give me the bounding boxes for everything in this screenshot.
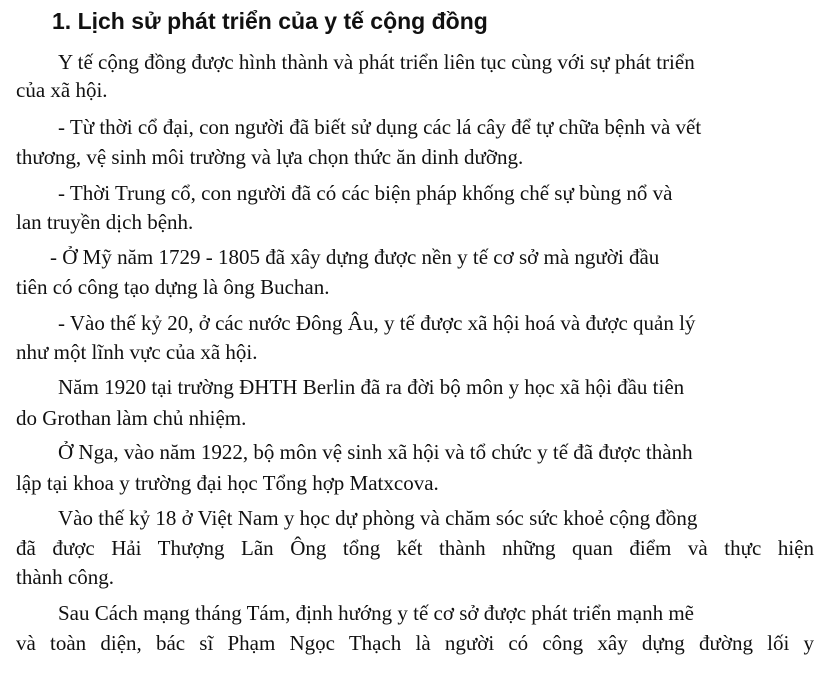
paragraph-3-line-1: - Thời Trung cổ, con người đã có các biện pháp khống chế sự bùng nổ và bbox=[58, 181, 673, 205]
paragraph-4-line-1: - Ở Mỹ năm 1729 - 1805 đã xây dựng được nền y tế cơ sở mà người đầu bbox=[50, 245, 660, 269]
paragraph-1-line-1: Y tế cộng đồng được hình thành và phát triển liên tục cùng với sự phát triển bbox=[58, 50, 695, 74]
paragraph-3-line-2: lan truyền dịch bệnh. bbox=[16, 210, 194, 234]
paragraph-2-line-1: - Từ thời cổ đại, con người đã biết sử dụng các lá cây để tự chữa bệnh và vết bbox=[58, 115, 702, 139]
paragraph-9-line-2: và toàn diện, bác sĩ Phạm Ngọc Thạch là người có công xây dựng đường lối y bbox=[16, 631, 814, 655]
paragraph-4-line-2: tiên có công tạo dựng là ông Buchan. bbox=[16, 275, 330, 299]
paragraph-8-line-3: thành công. bbox=[16, 565, 114, 589]
paragraph-1-line-2: của xã hội. bbox=[16, 78, 108, 102]
paragraph-8-line-2: đã được Hải Thượng Lãn Ông tổng kết thành những quan điểm và thực hiện bbox=[16, 536, 814, 560]
paragraph-2-line-2: thương, vệ sinh môi trường và lựa chọn thức ăn dinh dưỡng. bbox=[16, 145, 524, 169]
paragraph-5-line-2: như một lĩnh vực của xã hội. bbox=[16, 340, 258, 364]
paragraph-7-line-1: Ở Nga, vào năm 1922, bộ môn vệ sinh xã hội và tổ chức y tế đã được thành bbox=[58, 440, 693, 464]
paragraph-9-line-1: Sau Cách mạng tháng Tám, định hướng y tế cơ sở được phát triển mạnh mẽ bbox=[58, 601, 694, 625]
paragraph-6-line-1: Năm 1920 tại trường ĐHTH Berlin đã ra đời bộ môn y học xã hội đầu tiên bbox=[58, 375, 685, 399]
paragraph-6-line-2: do Grothan làm chủ nhiệm. bbox=[16, 406, 247, 430]
paragraph-8-line-1: Vào thế kỷ 18 ở Việt Nam y học dự phòng và chăm sóc sức khoẻ cộng đồng bbox=[58, 506, 698, 530]
section-heading: 1. Lịch sử phát triển của y tế cộng đồng bbox=[52, 8, 488, 34]
paragraph-7-line-2: lập tại khoa y trường đại học Tổng hợp Matxcova. bbox=[16, 471, 439, 495]
paragraph-5-line-1: - Vào thế kỷ 20, ở các nước Đông Âu, y tế được xã hội hoá và được quản lý bbox=[58, 311, 696, 335]
